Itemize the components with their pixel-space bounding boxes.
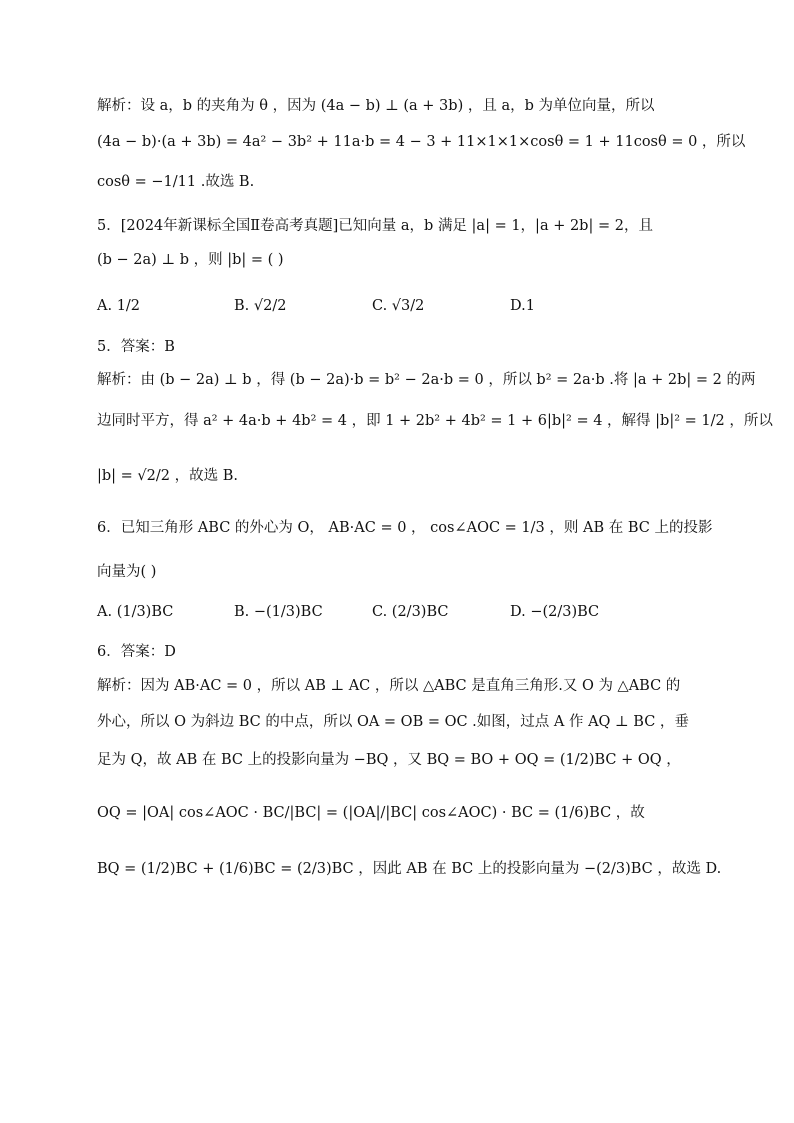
q5-option-b: B. √2/2 [234, 298, 287, 314]
q6-analysis-line5: BQ = (1/2)BC + (1/6)BC = (2/3)BC ，因此 AB 在 BC 上的投影向量为 −(2/3)BC ，故选 D. [97, 861, 722, 877]
q4-analysis-line1: 解析：设 a，b 的夹角为 θ ，因为 (4a − b) ⊥ (a + 3b) ，且 a，b 为单位向量，所以 [97, 98, 655, 114]
q6-analysis-line3: 足为 Q，故 AB 在 BC 上的投影向量为 −BQ ，又 BQ = BO + OQ = (1/2)BC + OQ ， [97, 752, 681, 768]
q5-option-d: D.1 [510, 298, 535, 314]
q5-answer: 5．答案：B [97, 339, 175, 355]
q6-options [97, 592, 697, 632]
q5-stem-line2: (b − 2a) ⊥ b ，则 |b| = ( ) [97, 252, 284, 268]
q6-option-d: D. −(2/3)BC [510, 604, 600, 620]
q4-analysis-line2: (4a − b)·(a + 3b) = 4a² − 3b² + 11a·b = 4 − 3 + 11×1×1×cosθ = 1 + 11cosθ = 0 ，所以 [97, 134, 746, 150]
q6-stem-line2: 向量为( ) [97, 564, 157, 580]
q4-analysis-line3: cosθ = −1/11 .故选 B. [97, 174, 255, 190]
q5-analysis-line2: 边同时平方，得 a² + 4a·b + 4b² = 4 ，即 1 + 2b² + 4b² = 1 + 6|b|² = 4 ，解得 |b|² = 1/2 ，所以 [97, 413, 773, 429]
q5-analysis-line1: 解析：由 (b − 2a) ⊥ b ，得 (b − 2a)·b = b² − 2a·b = 0 ，所以 b² = 2a·b .将 |a + 2b| = 2 的两 [97, 372, 756, 388]
q5-option-c: C. √3/2 [372, 298, 425, 314]
q6-analysis-line2: 外心，所以 O 为斜边 BC 的中点，所以 OA = OB = OC .如图，过点 A 作 AQ ⊥ BC ，垂 [97, 714, 689, 730]
q6-option-b: B. −(1/3)BC [234, 604, 323, 620]
q5-options [97, 286, 697, 326]
q6-answer: 6．答案：D [97, 644, 176, 660]
q6-option-c: C. (2/3)BC [372, 604, 449, 620]
q5-analysis-line3: |b| = √2/2 ，故选 B. [97, 468, 238, 484]
q5-option-a: A. 1/2 [97, 298, 141, 314]
q6-option-a: A. (1/3)BC [97, 604, 174, 620]
q6-analysis-line1: 解析：因为 AB·AC = 0 ，所以 AB ⊥ AC ，所以 △ABC 是直角三角形.又 O 为 △ABC 的 [97, 678, 681, 694]
q5-stem-line1: 5．[2024年新课标全国Ⅱ卷高考真题]已知向量 a，b 满足 |a| = 1，|a + 2b| = 2，且 [97, 218, 653, 234]
q6-analysis-line4: OQ = |OA| cos∠AOC · BC/|BC| = (|OA|/|BC| cos∠AOC) · BC = (1/6)BC ，故 [97, 805, 645, 821]
q6-stem-line1: 6．已知三角形 ABC 的外心为 O， AB·AC = 0 ， cos∠AOC = 1/3 ，则 AB 在 BC 上的投影 [97, 520, 713, 536]
